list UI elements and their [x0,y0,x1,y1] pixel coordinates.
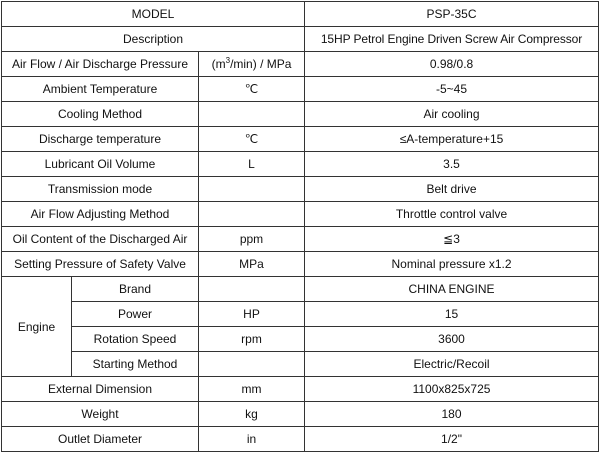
transmission-value: Belt drive [305,177,599,202]
row-transmission [2,177,599,202]
flow-adjust-label: Air Flow Adjusting Method [2,202,199,227]
row-oil-content [2,227,599,252]
row-engine-starting [2,352,599,377]
row-engine-speed [2,327,599,352]
engine-speed-unit: rpm [199,327,305,352]
cooling-label: Cooling Method [2,102,199,127]
row-outlet [2,427,599,452]
air-flow-unit-pre: (m [211,57,226,71]
engine-starting-unit [199,352,305,377]
air-flow-unit [199,52,305,77]
air-flow-value: 0.98/0.8 [305,52,599,77]
transmission-label: Transmission mode [2,177,199,202]
cooling-value: Air cooling [305,102,599,127]
safety-valve-label: Setting Pressure of Safety Valve [2,252,199,277]
row-weight [2,402,599,427]
lubricant-unit: L [199,152,305,177]
air-flow-unit-sup: 3 [225,56,231,65]
outlet-value: 1/2" [305,427,599,452]
row-model [2,2,599,27]
discharge-temp-label: Discharge temperature [2,127,199,152]
discharge-temp-unit: ℃ [199,127,305,152]
row-ambient-temp [2,77,599,102]
dimension-label: External Dimension [2,377,199,402]
air-flow-label: Air Flow / Air Discharge Pressure [2,52,199,77]
row-dimension [2,377,599,402]
lubricant-value: 3.5 [305,152,599,177]
description-value: 15HP Petrol Engine Driven Screw Air Compressor [305,27,599,52]
safety-valve-value: Nominal pressure x1.2 [305,252,599,277]
engine-power-value: 15 [305,302,599,327]
engine-power-label: Power [72,302,199,327]
cooling-unit [199,102,305,127]
air-flow-unit-post: /min) / MPa [230,57,292,71]
engine-brand-value: CHINA ENGINE [305,277,599,302]
ambient-temp-value: -5~45 [305,77,599,102]
engine-label: Engine [2,277,72,377]
oil-content-value: ≦3 [305,227,599,252]
model-label: MODEL [2,2,305,27]
discharge-temp-value: ≤A-temperature+15 [305,127,599,152]
row-flow-adjust [2,202,599,227]
oil-content-label: Oil Content of the Discharged Air [2,227,199,252]
weight-unit: kg [199,402,305,427]
ambient-temp-unit: ℃ [199,77,305,102]
weight-label: Weight [2,402,199,427]
engine-starting-value: Electric/Recoil [305,352,599,377]
flow-adjust-value: Throttle control valve [305,202,599,227]
lubricant-label: Lubricant Oil Volume [2,152,199,177]
spec-table [1,1,599,452]
row-air-flow [2,52,599,77]
row-discharge-temp [2,127,599,152]
engine-power-unit: HP [199,302,305,327]
dimension-unit: mm [199,377,305,402]
engine-speed-label: Rotation Speed [72,327,199,352]
outlet-unit: in [199,427,305,452]
row-safety-valve [2,252,599,277]
row-lubricant [2,152,599,177]
engine-speed-value: 3600 [305,327,599,352]
row-engine-power [2,302,599,327]
transmission-unit [199,177,305,202]
flow-adjust-unit [199,202,305,227]
weight-value: 180 [305,402,599,427]
engine-starting-label: Starting Method [72,352,199,377]
row-cooling [2,102,599,127]
engine-brand-unit [199,277,305,302]
outlet-label: Outlet Diameter [2,427,199,452]
engine-brand-label: Brand [72,277,199,302]
dimension-value: 1100x825x725 [305,377,599,402]
row-description [2,27,599,52]
row-engine-brand [2,277,599,302]
ambient-temp-label: Ambient Temperature [2,77,199,102]
model-value: PSP-35C [305,2,599,27]
description-label: Description [2,27,305,52]
safety-valve-unit: MPa [199,252,305,277]
oil-content-unit: ppm [199,227,305,252]
